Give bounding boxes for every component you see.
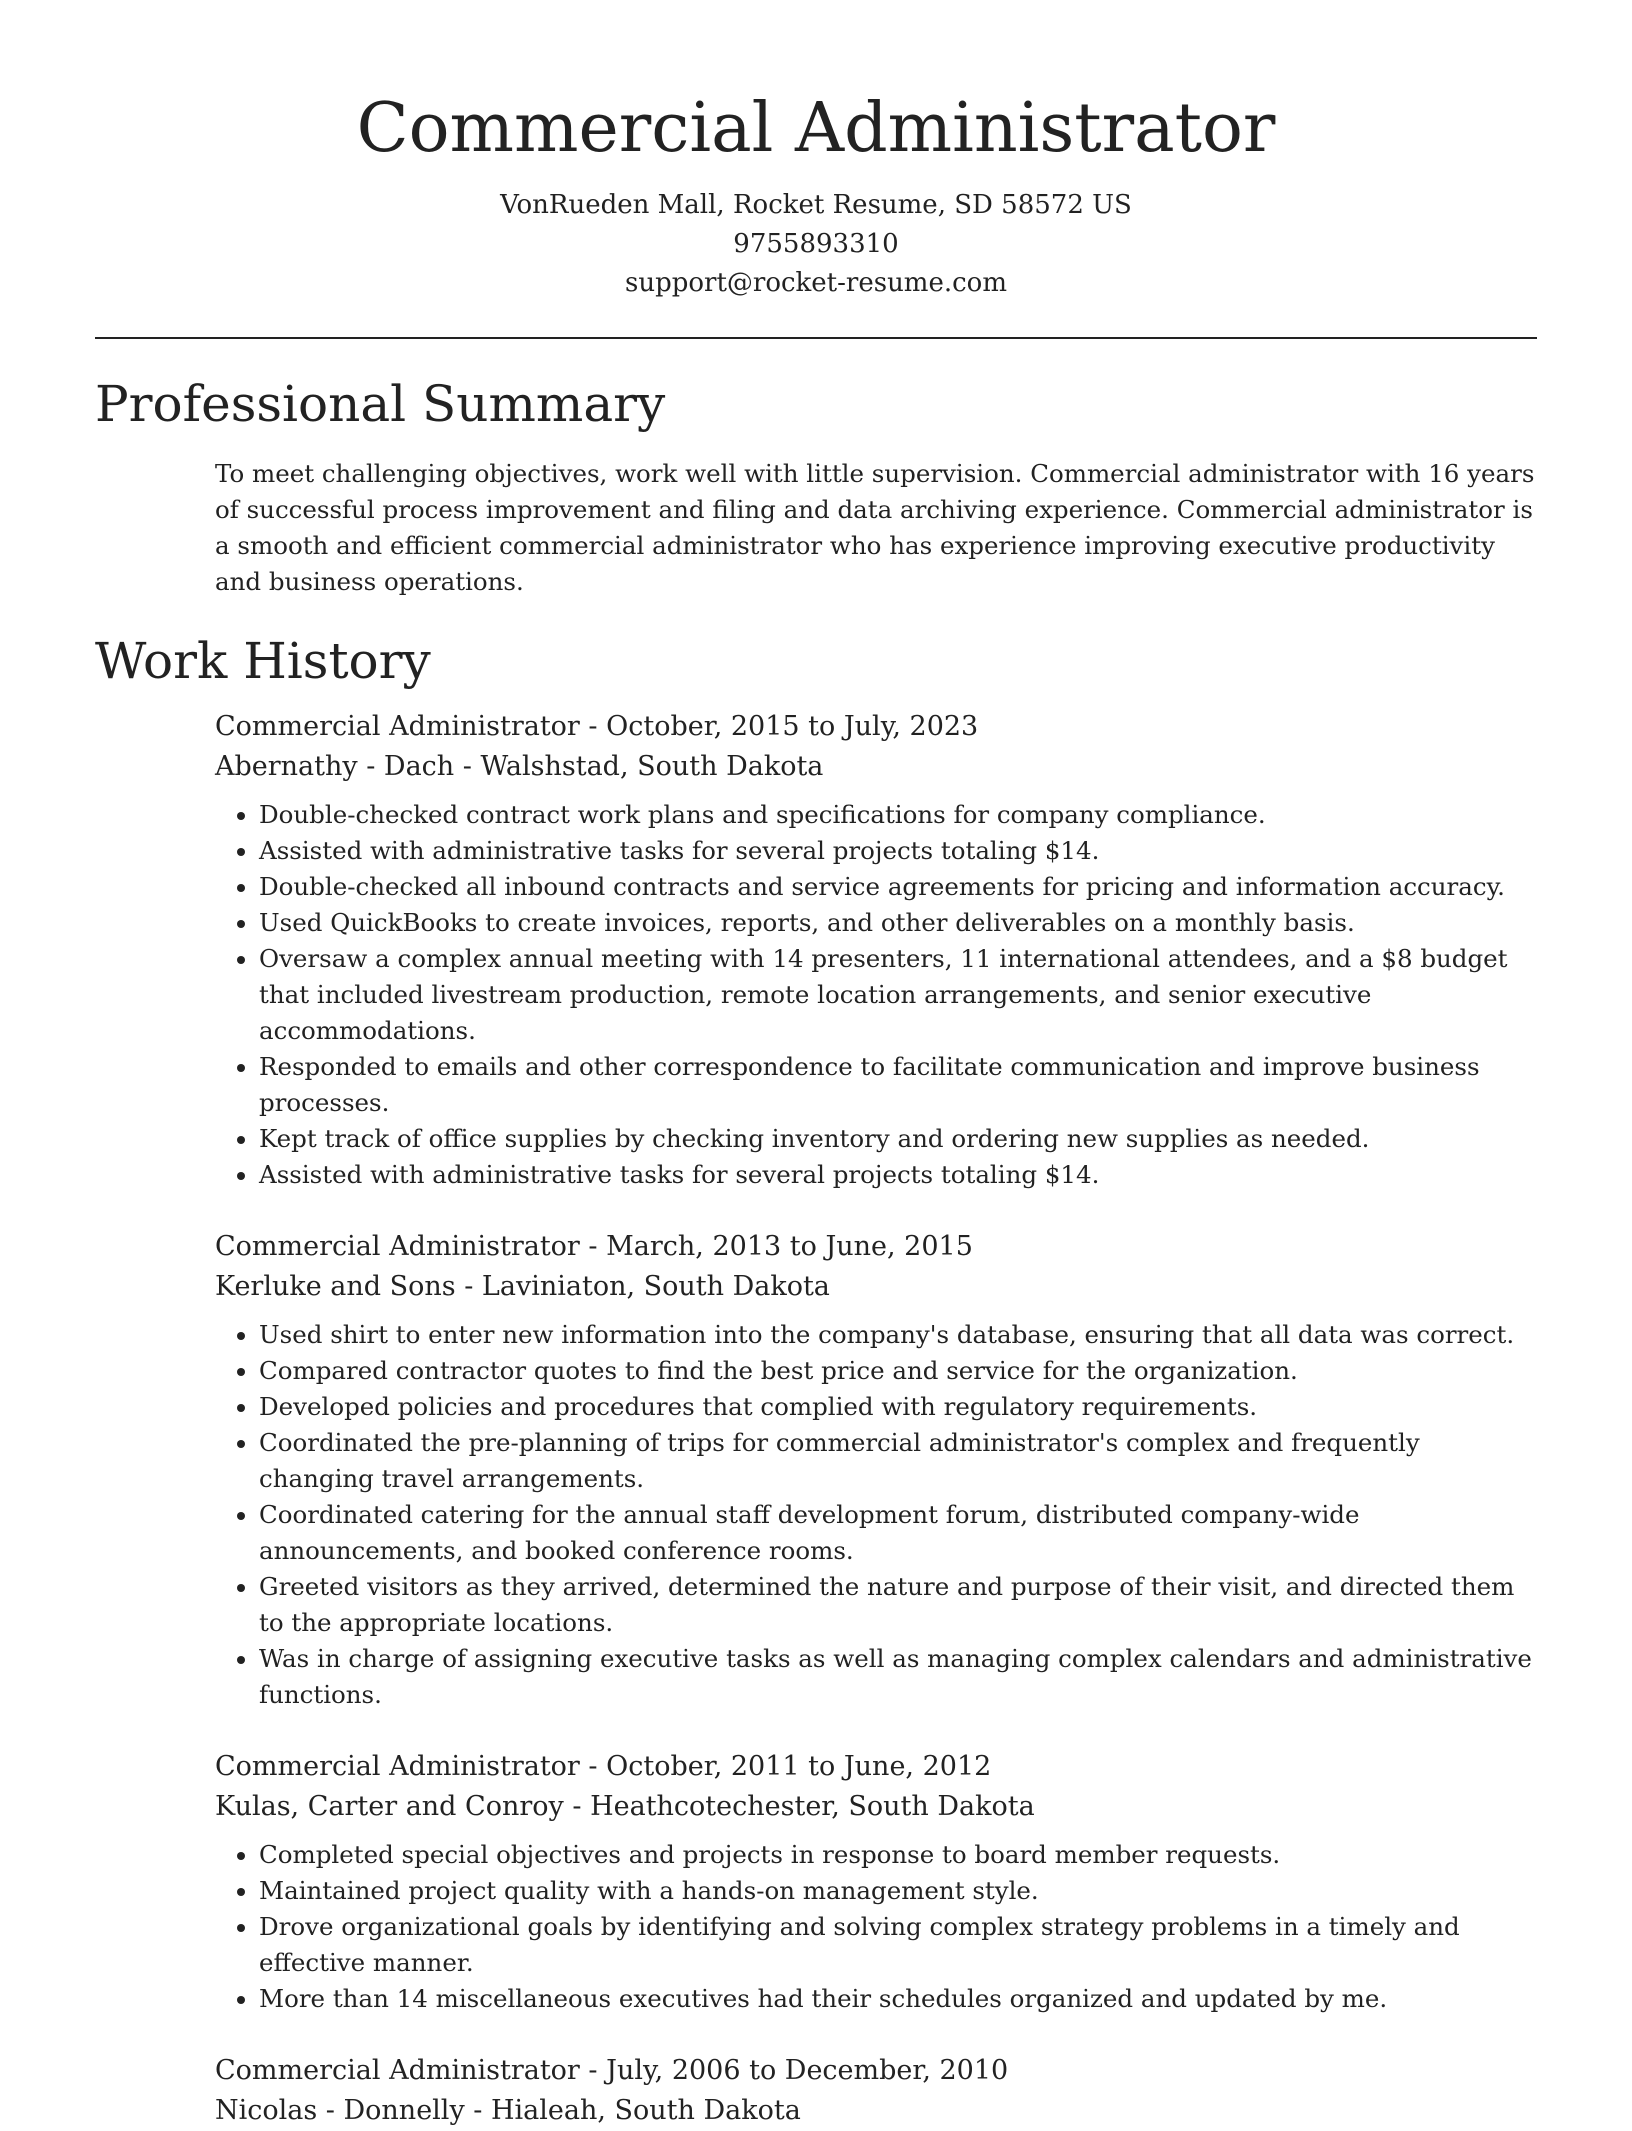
job-duty-item: • Coordinated the pre-planning of trips for commercial administrator's complex and frequently changing travel arrangements. [259, 1425, 1537, 1497]
job-role: Commercial Administrator [215, 711, 580, 742]
job-title-line [215, 1747, 1537, 1787]
work-history-list [95, 707, 1537, 2131]
job-title-line [215, 707, 1537, 747]
job-company-line [215, 2091, 1537, 2131]
contact-block [95, 186, 1537, 303]
job-company: Kerluke and Sons [215, 1271, 456, 1302]
header-divider [95, 337, 1537, 339]
resume-header [95, 0, 1537, 303]
job-entry [215, 2051, 1537, 2131]
job-dates: - July, 2006 to December, 2010 [579, 2055, 1009, 2086]
job-location: - Laviniaton, South Dakota [455, 1271, 830, 1302]
job-location: - Heathcotechester, South Dakota [563, 1791, 1035, 1822]
job-entry [215, 1227, 1537, 1713]
job-role: Commercial Administrator [215, 1231, 580, 1262]
job-duty-item: • Maintained project quality with a hands-on management style. [259, 1873, 1537, 1909]
job-duty-item: • Developed policies and procedures that complied with regulatory requirements. [259, 1389, 1537, 1425]
contact-phone: 9755893310 [733, 229, 899, 259]
job-duty-item: • Coordinated catering for the annual staff development forum, distributed company-wide announcements, and booked conference rooms. [259, 1497, 1537, 1569]
job-duty-item: • Compared contractor quotes to find the best price and service for the organization. [259, 1353, 1537, 1389]
work-history-heading: Work History [95, 632, 431, 690]
job-dates: - October, 2015 to July, 2023 [579, 711, 979, 742]
job-company: Abernathy - Dach [215, 751, 455, 782]
job-duty-item: • Drove organizational goals by identifying and solving complex strategy problems in a timely and effective manner. [259, 1909, 1537, 1981]
summary-text: To meet challenging objectives, work well with little supervision. Commercial administrator with 16 years of successful process improvement and filing and data archiving experience. Commercial administrator is a smooth and efficient commercial administrator who has experience improving executive productivity and business operations. [215, 459, 1535, 596]
job-duties-list [215, 797, 1537, 1193]
job-entry [215, 707, 1537, 1193]
job-title-line [215, 2051, 1537, 2091]
summary-heading: Professional Summary [95, 375, 666, 433]
job-dates: - March, 2013 to June, 2015 [579, 1231, 973, 1262]
job-duty-item: • Assisted with administrative tasks for several projects totaling $14. [259, 1157, 1537, 1193]
job-duty-item: • Used QuickBooks to create invoices, reports, and other deliverables on a monthly basis. [259, 905, 1537, 941]
job-duty-item: • Double-checked contract work plans and specifications for company compliance. [259, 797, 1537, 833]
contact-email: support@rocket-resume.com [624, 268, 1007, 298]
job-dates: - October, 2011 to June, 2012 [579, 1751, 992, 1782]
job-duty-item: • Responded to emails and other correspondence to facilitate communication and improve business processes. [259, 1049, 1537, 1121]
job-duty-item: • Completed special objectives and projects in response to board member requests. [259, 1837, 1537, 1873]
job-company-line [215, 747, 1537, 787]
job-duty-item: • Used shirt to enter new information into the company's database, ensuring that all data was correct. [259, 1317, 1537, 1353]
job-title-line [215, 1227, 1537, 1267]
job-entry [215, 1747, 1537, 2017]
contact-address: VonRueden Mall, Rocket Resume, SD 58572 US [500, 190, 1132, 220]
job-company-line [215, 1267, 1537, 1307]
job-duty-item: • Oversaw a complex annual meeting with 14 presenters, 11 international attendees, and a $8 budget that included livestream production, remote location arrangements, and senior executive accommodations. [259, 941, 1537, 1049]
job-location: - Walshstad, South Dakota [454, 751, 824, 782]
job-duty-item: • Double-checked all inbound contracts and service agreements for pricing and information accuracy. [259, 869, 1537, 905]
job-duties-list [215, 1837, 1537, 2017]
job-duty-item: • Was in charge of assigning executive tasks as well as managing complex calendars and administrative functions. [259, 1641, 1537, 1713]
job-duty-item: • More than 14 miscellaneous executives had their schedules organized and updated by me. [259, 1981, 1537, 2017]
job-company: Nicolas - Donnelly [215, 2095, 465, 2126]
job-duties-list [215, 1317, 1537, 1713]
resume-name: Commercial Administrator [356, 89, 1276, 168]
job-duty-item: • Kept track of office supplies by checking inventory and ordering new supplies as needed. [259, 1121, 1537, 1157]
job-location: - Hialeah, South Dakota [464, 2095, 801, 2126]
job-company: Kulas, Carter and Conroy [215, 1791, 564, 1822]
job-company-line [215, 1787, 1537, 1827]
job-role: Commercial Administrator [215, 1751, 580, 1782]
job-duty-item: • Greeted visitors as they arrived, determined the nature and purpose of their visit, and directed them to the appropriate locations. [259, 1569, 1537, 1641]
job-duty-item: • Assisted with administrative tasks for several projects totaling $14. [259, 833, 1537, 869]
job-role: Commercial Administrator [215, 2055, 580, 2086]
